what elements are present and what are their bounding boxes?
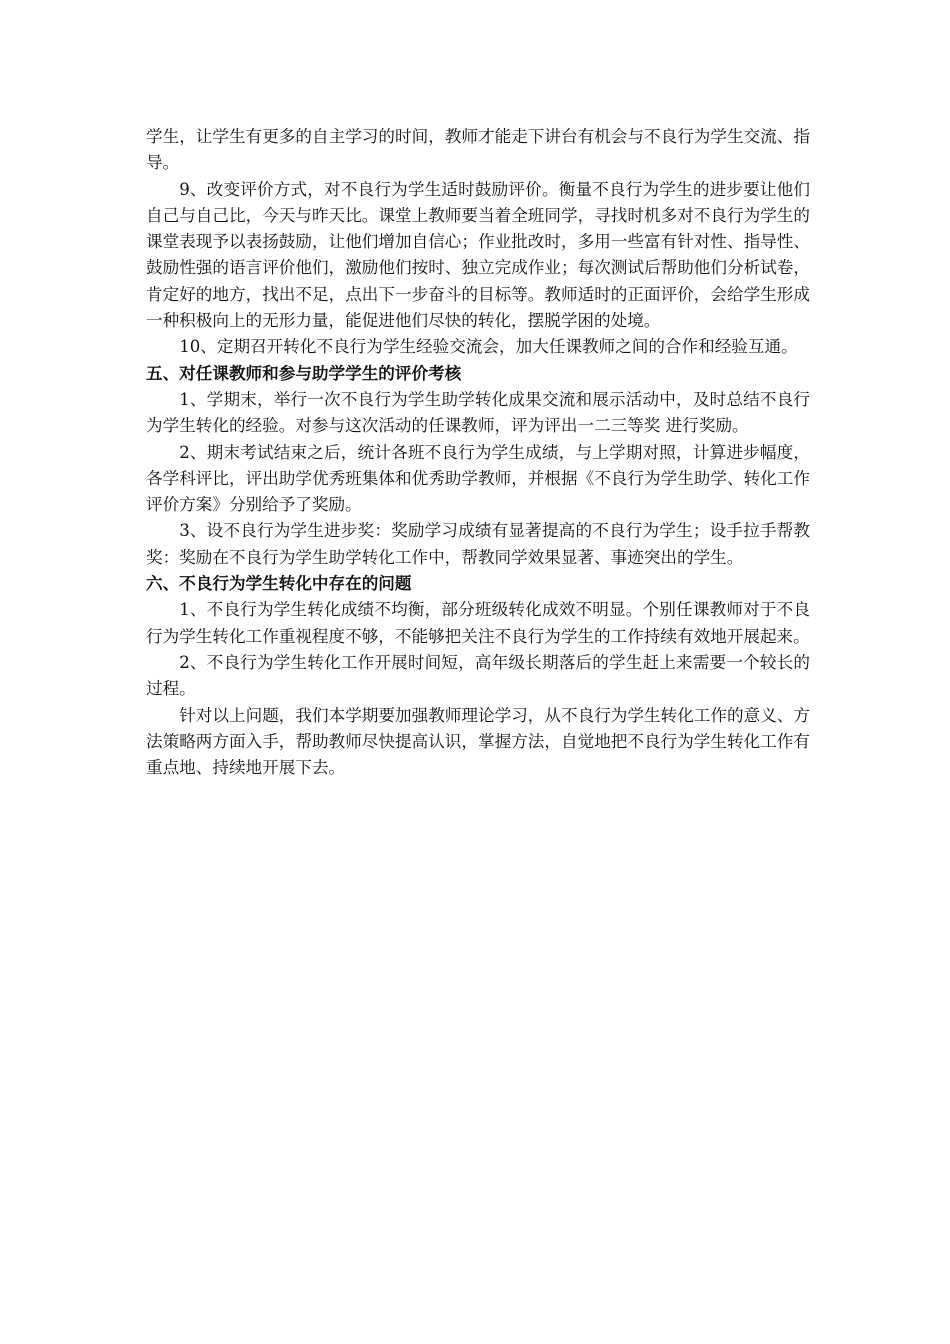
paragraph-conclusion: 针对以上问题，我们本学期要加强教师理论学习，从不良行为学生转化工作的意义、方法策略两方面入手，帮助教师尽快提高认识，掌握方法，自觉地把不良行为学生转化工作有重点地、持续地开展下去。 xyxy=(146,705,810,778)
document-body xyxy=(146,124,810,781)
paragraph-section5-item-2: 2、期末考试结束之后，统计各班不良行为学生成绩，与上学期对照，计算进步幅度，各学科评比，评出助学优秀班集体和优秀助学教师，并根据《不良行为学生助学、转化工作评价方案》分别给予了奖励。 xyxy=(146,442,810,515)
paragraph-continued: 学生，让学生有更多的自主学习的时间，教师才能走下讲台有机会与不良行为学生交流、指导。 xyxy=(146,127,810,173)
section-heading-6: 六、不良行为学生转化中存在的问题 xyxy=(146,574,412,594)
paragraph-section5-item-1: 1、学期末，举行一次不良行为学生助学转化成果交流和展示活动中，及时总结不良行为学生转化的经验。对参与这次活动的任课教师，评为评出一二三等奖 进行奖励。 xyxy=(146,389,810,436)
paragraph-section6-item-2: 2、不良行为学生转化工作开展时间短，高年级长期落后的学生赶上来需要一个较长的过程。 xyxy=(146,652,810,699)
paragraph-item-10: 10、定期召开转化不良行为学生经验交流会，加大任课教师之间的合作和经验互通。 xyxy=(179,337,798,357)
paragraph-item-9: 9、改变评价方式，对不良行为学生适时鼓励评价。衡量不良行为学生的进步要让他们自己与自己比，今天与昨天比。课堂上教师要当着全班同学，寻找时机多对不良行为学生的课堂表现予以表扬鼓励，让他们增加自信心；作业批改时，多用一些富有针对性、指导性、鼓励性强的语言评价他们，激励他们按时、独立完成作业；每次测试后帮助他们分析试卷，肯定好的地方，找出不足，点出下一步奋斗的目标等。教师适时的正面评价，会给学生形成一种积极向上的无形力量，能促进他们尽快的转化，摆脱学困的处境。 xyxy=(146,179,810,331)
paragraph-section6-item-1: 1、不良行为学生转化成绩不均衡，部分班级转化成效不明显。个别任课教师对于不良行为学生转化工作重视程度不够，不能够把关注不良行为学生的工作持续有效地开展起来。 xyxy=(146,600,810,646)
paragraph-section5-item-3: 3、设不良行为学生进步奖：奖励学习成绩有显著提高的不良行为学生；设手拉手帮教奖：奖励在不良行为学生助学转化工作中，帮教同学效果显著、事迹突出的学生。 xyxy=(146,521,810,567)
section-heading-5: 五、对任课教师和参与助学学生的评价考核 xyxy=(146,363,462,383)
